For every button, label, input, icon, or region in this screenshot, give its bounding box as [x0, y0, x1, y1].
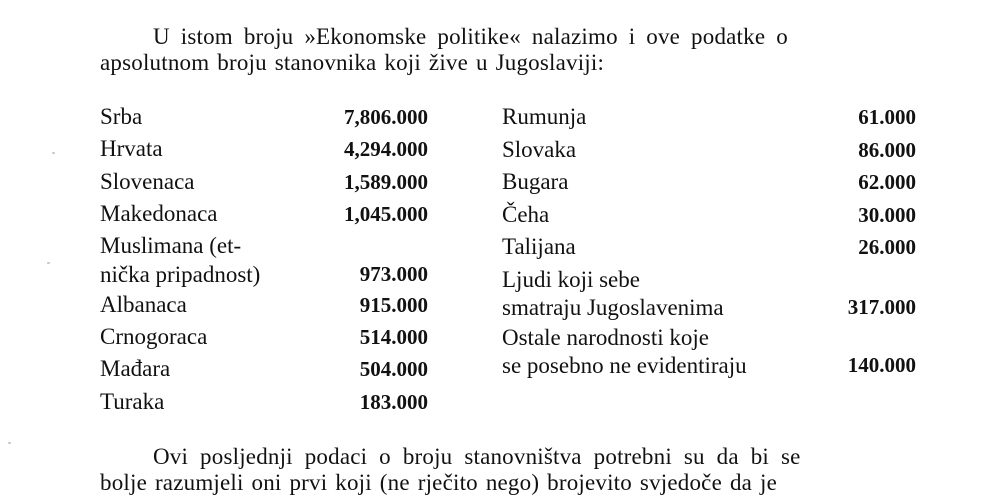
population-value: 26.000: [858, 235, 916, 260]
nationality-label: Mađara: [100, 356, 171, 382]
population-value: 86.000: [858, 137, 916, 162]
table-row: [100, 101, 428, 133]
nationality-label: se posebno ne evidentiraju: [502, 352, 747, 378]
population-value: 317.000: [847, 294, 916, 319]
table-row: [502, 101, 916, 134]
population-value: 504.000: [359, 357, 428, 382]
table-row: [502, 324, 916, 380]
population-value: 183.000: [359, 389, 428, 414]
table-row: [502, 199, 916, 232]
table-row: [502, 166, 916, 199]
population-value: 7,806.000: [344, 105, 428, 129]
nationality-label: Talijana: [502, 234, 576, 259]
population-value: 61.000: [858, 105, 916, 130]
nationality-label: Ljudi koji sebe: [502, 266, 640, 292]
intro-line-1: U istom broju »Ekonomske politike« nalazimo i ove podatke o: [153, 24, 788, 49]
population-value: 973.000: [359, 261, 428, 286]
nationality-label: Muslimana (et-: [100, 232, 242, 258]
nationality-label: Hrvata: [100, 136, 163, 162]
nationality-label: Albanaca: [100, 291, 187, 317]
table-row: [100, 231, 428, 289]
nationality-label: Rumunja: [502, 104, 587, 129]
nationality-label: Bugara: [502, 169, 569, 194]
table-row: [502, 231, 916, 264]
nationality-label: Čeha: [502, 201, 550, 227]
table-row: [100, 198, 428, 230]
outro-line-1: Ovi posljednji podaci o broju stanovništva potrebni su da bi se: [153, 444, 801, 469]
population-value: 140.000: [847, 352, 916, 377]
table-row: [100, 386, 428, 418]
population-value: 62.000: [858, 170, 916, 195]
scan-speck: [52, 152, 55, 154]
nationality-label: Turaka: [100, 388, 165, 414]
intro-line-2: apsolutnom broju stanovnika koji žive u Jugoslaviji:: [100, 50, 605, 75]
table-row: [100, 289, 428, 321]
population-value: 30.000: [858, 202, 916, 227]
population-table-left: [100, 101, 428, 418]
nationality-label: smatraju Jugoslavenima: [502, 294, 724, 320]
population-value: 1,045.000: [344, 202, 428, 227]
nationality-label: Ostale narodnosti koje: [502, 324, 709, 350]
nationality-label: nička pripadnost): [100, 261, 261, 287]
outro-line-2: bolje razumjeli oni prvi koji (ne rječito nego) brojevito svjedoče da je: [100, 470, 777, 495]
nationality-label: Crnogoraca: [100, 324, 208, 350]
scan-speck: [47, 262, 50, 264]
table-row: [100, 353, 428, 385]
scan-speck: [8, 442, 11, 444]
population-value: 514.000: [359, 325, 428, 350]
population-table-right: [502, 101, 916, 380]
nationality-label: Slovenaca: [100, 168, 195, 194]
table-row: [502, 134, 916, 167]
population-value: 4,294.000: [344, 137, 428, 162]
table-row: [100, 321, 428, 353]
table-row: [100, 166, 428, 198]
table-row: [100, 133, 428, 165]
nationality-label: Srba: [100, 104, 143, 129]
table-row: [502, 266, 916, 322]
nationality-label: Slovaka: [502, 136, 577, 162]
nationality-label: Makedonaca: [100, 201, 218, 227]
population-value: 915.000: [359, 292, 428, 317]
population-value: 1,589.000: [344, 169, 428, 194]
